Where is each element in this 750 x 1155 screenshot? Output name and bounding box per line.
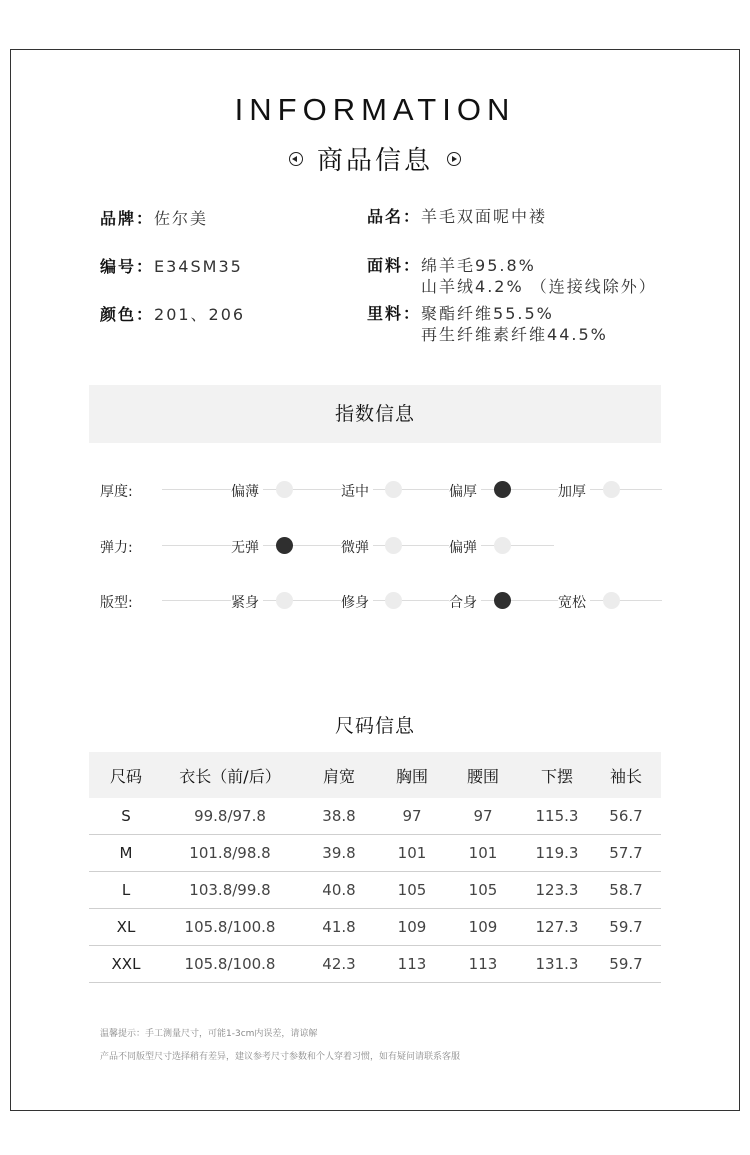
table-cell: 38.8	[297, 798, 381, 835]
table-cell: 42.3	[297, 946, 381, 983]
table-row	[89, 872, 661, 909]
subtitle-text: 商品信息	[316, 146, 433, 176]
field-label: 编号：	[100, 257, 155, 276]
index-option-label: 紧身	[231, 592, 263, 612]
field-label: 里料：	[367, 304, 422, 323]
table-cell: 109	[443, 909, 523, 946]
table-row	[89, 909, 661, 946]
size-table	[89, 752, 661, 983]
size-header-cell: 尺码	[109, 766, 142, 786]
table-cell: 105.8/100.8	[163, 946, 297, 983]
index-option-dot	[494, 537, 511, 554]
index-option-label: 偏厚	[449, 481, 481, 501]
table-cell: 41.8	[297, 909, 381, 946]
table-cell: 97	[381, 798, 443, 835]
field-lining	[367, 303, 608, 345]
field-value: 201、206	[154, 305, 246, 324]
field-value: 佐尔美	[154, 209, 209, 228]
size-table-header-row	[89, 752, 661, 798]
table-cell: 113	[443, 946, 523, 983]
field-label: 面料：	[367, 256, 422, 275]
index-option-label: 适中	[341, 481, 373, 501]
note-line: 温馨提示：手工测量尺寸，可能1-3cm内误差，请谅解	[100, 1029, 318, 1039]
size-header-cell: 下摆	[540, 766, 573, 786]
index-info-title: 指数信息	[89, 385, 661, 443]
table-cell: 40.8	[297, 872, 381, 909]
table-cell: 101	[443, 835, 523, 872]
field-brand	[100, 208, 208, 229]
table-cell: S	[89, 798, 163, 835]
field-label: 品牌：	[100, 209, 155, 228]
table-cell: XXL	[89, 946, 163, 983]
size-info-title: 尺码信息	[334, 715, 415, 737]
table-cell: 101	[381, 835, 443, 872]
table-cell: M	[89, 835, 163, 872]
lining-line: 再生纤维素纤维44.5%	[421, 325, 608, 344]
table-cell: 99.8/97.8	[163, 798, 297, 835]
index-row-label: 版型:	[100, 595, 133, 611]
field-value	[421, 255, 657, 297]
size-header-cell: 肩宽	[322, 766, 355, 786]
size-header-cell: 袖长	[609, 766, 642, 786]
index-option-dot	[385, 481, 402, 498]
size-header-cell: 衣长（前/后）	[179, 766, 281, 786]
index-row-label: 弹力:	[100, 540, 133, 556]
index-option-dot	[385, 592, 402, 609]
table-cell: 59.7	[591, 946, 661, 983]
index-option-dot	[603, 481, 620, 498]
index-option-label: 加厚	[558, 481, 590, 501]
field-value: 羊毛双面呢中褛	[421, 207, 548, 226]
table-cell: 59.7	[591, 909, 661, 946]
index-option-dot	[276, 481, 293, 498]
table-cell: L	[89, 872, 163, 909]
note-line: 产品不同版型尺寸选择稍有差异，建议参考尺寸参数和个人穿着习惯，如有疑问请联系客服	[100, 1052, 461, 1062]
table-cell: 105	[443, 872, 523, 909]
table-cell: 109	[381, 909, 443, 946]
size-header-cell: 胸围	[395, 766, 428, 786]
field-name	[367, 206, 547, 227]
table-cell: 58.7	[591, 872, 661, 909]
index-option-dot	[603, 592, 620, 609]
field-value: E34SM35	[154, 257, 243, 276]
table-row	[89, 835, 661, 872]
field-label: 颜色：	[100, 305, 155, 324]
table-cell: 105.8/100.8	[163, 909, 297, 946]
table-cell: 103.8/99.8	[163, 872, 297, 909]
field-value	[421, 303, 608, 345]
index-option-label: 无弹	[231, 537, 263, 557]
index-option-dot-selected	[276, 537, 293, 554]
index-option-label: 偏弹	[449, 537, 481, 557]
table-cell: 101.8/98.8	[163, 835, 297, 872]
lining-line: 聚酯纤维55.5%	[421, 304, 554, 323]
index-option-dot-selected	[494, 592, 511, 609]
page-title: INFORMATION	[234, 92, 516, 127]
fabric-line: 绵羊毛95.8%	[421, 256, 536, 275]
table-cell: 56.7	[591, 798, 661, 835]
table-cell: 119.3	[523, 835, 591, 872]
index-option-label: 微弹	[341, 537, 373, 557]
index-option-dot	[385, 537, 402, 554]
table-cell: 97	[443, 798, 523, 835]
table-cell: 113	[381, 946, 443, 983]
page-subtitle	[0, 140, 750, 177]
index-option-label: 宽松	[558, 592, 590, 612]
field-label: 品名：	[367, 207, 422, 226]
table-cell: 127.3	[523, 909, 591, 946]
table-cell: 123.3	[523, 872, 591, 909]
index-row-label: 厚度:	[100, 484, 133, 500]
table-row	[89, 798, 661, 835]
table-cell: 131.3	[523, 946, 591, 983]
table-cell: 115.3	[523, 798, 591, 835]
arrow-left-icon	[289, 152, 303, 166]
field-code	[100, 256, 243, 277]
field-color	[100, 304, 245, 325]
index-option-dot-selected	[494, 481, 511, 498]
index-option-label: 合身	[449, 592, 481, 612]
index-option-label: 偏薄	[231, 481, 263, 501]
table-cell: XL	[89, 909, 163, 946]
index-option-label: 修身	[341, 592, 373, 612]
index-option-dot	[276, 592, 293, 609]
table-cell: 105	[381, 872, 443, 909]
table-cell: 57.7	[591, 835, 661, 872]
fabric-line: 山羊绒4.2% （连接线除外）	[421, 277, 657, 296]
field-fabric	[367, 255, 657, 297]
size-header-cell: 腰围	[466, 766, 499, 786]
arrow-right-icon	[447, 152, 461, 166]
table-row	[89, 946, 661, 983]
table-cell: 39.8	[297, 835, 381, 872]
